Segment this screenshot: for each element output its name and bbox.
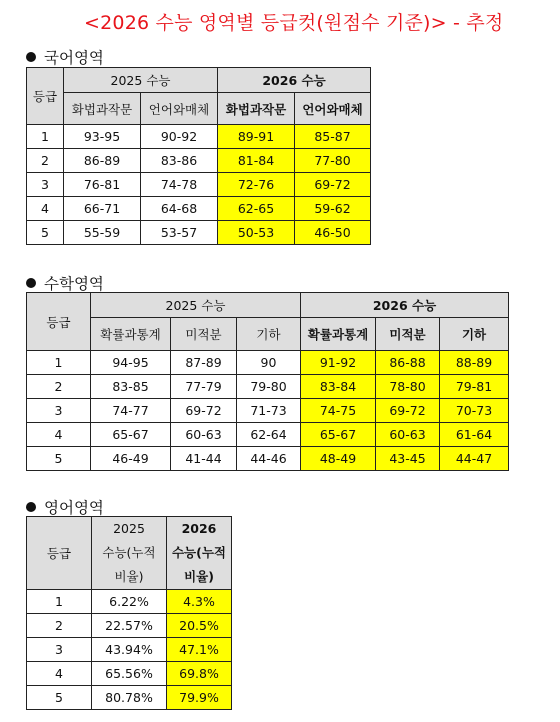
- cut-cell: 90-92: [141, 125, 218, 149]
- subject-header: 확률과통계: [91, 318, 171, 351]
- cut-cell: 77-79: [171, 375, 237, 399]
- year-2026-header: 2026 수능: [218, 68, 371, 93]
- cut-cell: 60-63: [171, 423, 237, 447]
- table-row: [27, 221, 371, 245]
- cut-cell: 62-64: [237, 423, 301, 447]
- cut-cell: 48-49: [301, 447, 376, 471]
- english-grade-table: [26, 516, 232, 710]
- table-row: [27, 375, 509, 399]
- cut-cell: 74-77: [91, 399, 171, 423]
- cut-cell: 83-85: [91, 375, 171, 399]
- cut-cell: 90: [237, 351, 301, 375]
- table-row: [27, 590, 232, 614]
- subject-header: 미적분: [171, 318, 237, 351]
- cut-cell: 59-62: [295, 197, 371, 221]
- korean-grade-table: [26, 67, 371, 245]
- header-line: 2026: [181, 521, 217, 536]
- cut-cell: 65-67: [91, 423, 171, 447]
- cut-cell: 77-80: [295, 149, 371, 173]
- grade-cell: 1: [27, 125, 64, 149]
- table-row: [27, 662, 232, 686]
- year-2026-header: [167, 517, 232, 590]
- subject-header: 미적분: [376, 318, 440, 351]
- grade-cell: 2: [27, 149, 64, 173]
- cut-cell: 88-89: [440, 351, 509, 375]
- ratio-cell: 4.3%: [167, 590, 232, 614]
- ratio-cell: 6.22%: [92, 590, 167, 614]
- cut-cell: 91-92: [301, 351, 376, 375]
- cut-cell: 43-45: [376, 447, 440, 471]
- bullet-icon: [26, 502, 36, 512]
- grade-cell: 1: [27, 590, 92, 614]
- table-row: [27, 173, 371, 197]
- cut-cell: 66-71: [64, 197, 141, 221]
- table-row: [27, 125, 371, 149]
- korean-heading-label: 국어영역: [44, 49, 104, 67]
- cut-cell: 86-89: [64, 149, 141, 173]
- grade-cell: 4: [27, 197, 64, 221]
- page-title: <2026 수능 영역별 등급컷(원점수 기준)> - 추정: [84, 12, 504, 34]
- cut-cell: 76-81: [64, 173, 141, 197]
- math-grade-table: [26, 292, 509, 471]
- cut-cell: 89-91: [218, 125, 295, 149]
- cut-cell: 53-57: [141, 221, 218, 245]
- subject-header: 언어와매체: [295, 93, 371, 125]
- korean-section-heading: [26, 46, 104, 68]
- grade-cell: 5: [27, 447, 91, 471]
- subject-header: 기하: [440, 318, 509, 351]
- cut-cell: 44-47: [440, 447, 509, 471]
- ratio-cell: 65.56%: [92, 662, 167, 686]
- bullet-icon: [26, 52, 36, 62]
- grade-cell: 2: [27, 375, 91, 399]
- table-row: [27, 149, 371, 173]
- grade-cell: 3: [27, 638, 92, 662]
- english-section-heading: [26, 496, 104, 518]
- cut-cell: 86-88: [376, 351, 440, 375]
- ratio-cell: 80.78%: [92, 686, 167, 710]
- cut-cell: 46-49: [91, 447, 171, 471]
- grade-header: 등급: [27, 517, 92, 590]
- grade-header: 등급: [27, 293, 91, 351]
- grade-cell: 4: [27, 423, 91, 447]
- ratio-cell: 22.57%: [92, 614, 167, 638]
- table-row: [27, 423, 509, 447]
- math-heading-label: 수학영역: [44, 275, 104, 293]
- year-2025-header: [92, 517, 167, 590]
- header-line: 2025: [113, 521, 145, 536]
- cut-cell: 46-50: [295, 221, 371, 245]
- cut-cell: 79-80: [237, 375, 301, 399]
- bullet-icon: [26, 278, 36, 288]
- table-row: [27, 614, 232, 638]
- grade-cell: 2: [27, 614, 92, 638]
- cut-cell: 94-95: [91, 351, 171, 375]
- cut-cell: 62-65: [218, 197, 295, 221]
- header-line: 수능(누적: [171, 545, 226, 560]
- cut-cell: 69-72: [295, 173, 371, 197]
- year-2025-header: 2025 수능: [91, 293, 301, 318]
- ratio-cell: 79.9%: [167, 686, 232, 710]
- cut-cell: 69-72: [376, 399, 440, 423]
- english-heading-label: 영어영역: [44, 499, 104, 517]
- ratio-cell: 20.5%: [167, 614, 232, 638]
- subject-header: 기하: [237, 318, 301, 351]
- cut-cell: 85-87: [295, 125, 371, 149]
- cut-cell: 55-59: [64, 221, 141, 245]
- header-line: 수능(누적: [102, 545, 156, 560]
- ratio-cell: 69.8%: [167, 662, 232, 686]
- table-row: [27, 351, 509, 375]
- cut-cell: 44-46: [237, 447, 301, 471]
- cut-cell: 50-53: [218, 221, 295, 245]
- table-row: [27, 197, 371, 221]
- cut-cell: 81-84: [218, 149, 295, 173]
- cut-cell: 74-78: [141, 173, 218, 197]
- grade-cell: 5: [27, 686, 92, 710]
- cut-cell: 65-67: [301, 423, 376, 447]
- grade-cell: 1: [27, 351, 91, 375]
- subject-header: 언어와매체: [141, 93, 218, 125]
- grade-cell: 3: [27, 173, 64, 197]
- cut-cell: 79-81: [440, 375, 509, 399]
- cut-cell: 83-86: [141, 149, 218, 173]
- grade-cell: 5: [27, 221, 64, 245]
- grade-cell: 4: [27, 662, 92, 686]
- cut-cell: 71-73: [237, 399, 301, 423]
- table-row: [27, 686, 232, 710]
- table-row: [27, 638, 232, 662]
- cut-cell: 61-64: [440, 423, 509, 447]
- cut-cell: 74-75: [301, 399, 376, 423]
- year-2026-header: 2026 수능: [301, 293, 509, 318]
- header-line: 비율): [114, 569, 144, 584]
- grade-cell: 3: [27, 399, 91, 423]
- table-row: [27, 399, 509, 423]
- subject-header: 화법과작문: [218, 93, 295, 125]
- subject-header: 확률과통계: [301, 318, 376, 351]
- header-line: 비율): [184, 569, 214, 584]
- cut-cell: 87-89: [171, 351, 237, 375]
- cut-cell: 70-73: [440, 399, 509, 423]
- cut-cell: 69-72: [171, 399, 237, 423]
- math-section-heading: [26, 272, 104, 294]
- year-2025-header: 2025 수능: [64, 68, 218, 93]
- cut-cell: 83-84: [301, 375, 376, 399]
- cut-cell: 41-44: [171, 447, 237, 471]
- grade-header: 등급: [27, 68, 64, 125]
- cut-cell: 64-68: [141, 197, 218, 221]
- table-row: [27, 447, 509, 471]
- cut-cell: 93-95: [64, 125, 141, 149]
- subject-header: 화법과작문: [64, 93, 141, 125]
- cut-cell: 78-80: [376, 375, 440, 399]
- cut-cell: 60-63: [376, 423, 440, 447]
- ratio-cell: 43.94%: [92, 638, 167, 662]
- ratio-cell: 47.1%: [167, 638, 232, 662]
- cut-cell: 72-76: [218, 173, 295, 197]
